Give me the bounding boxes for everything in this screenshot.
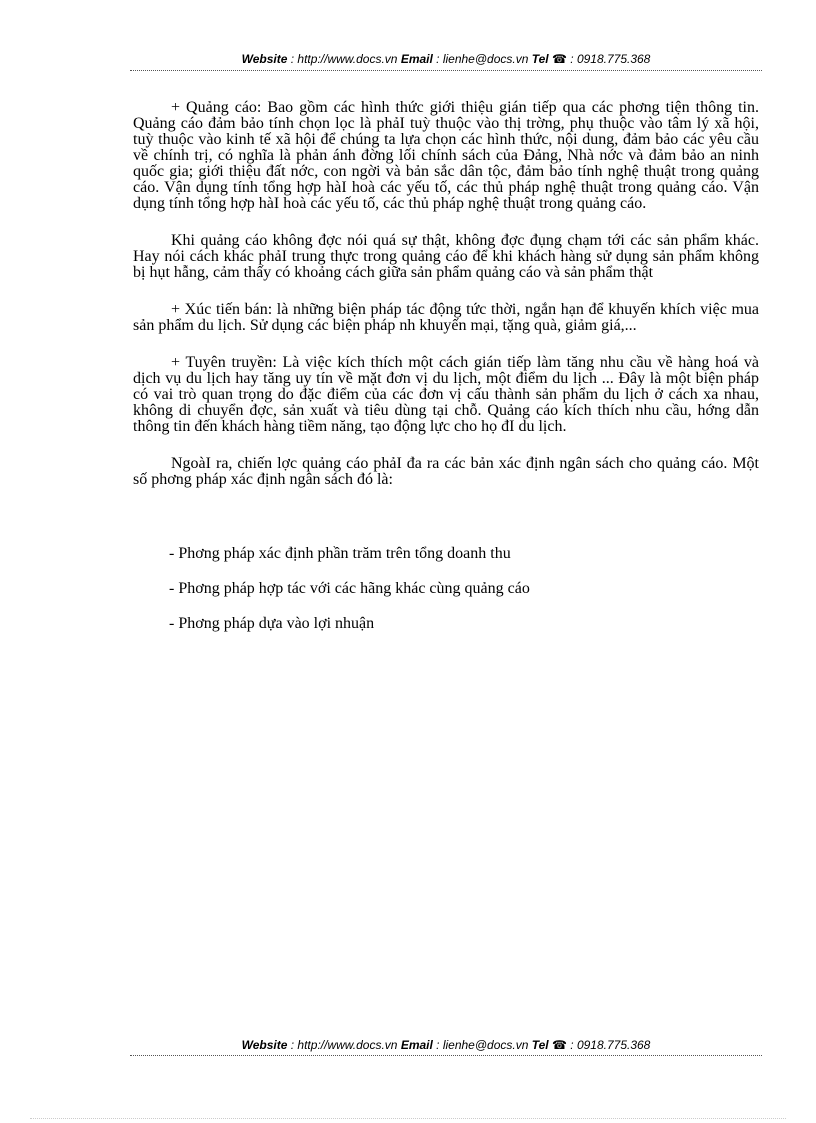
page-header: [130, 52, 762, 66]
tel-label: Tel: [531, 1038, 549, 1052]
paragraph-ngoai-ra: NgoàI ra, chiến lợc quảng cáo phảI đa ra các bản xác định ngân sách cho quảng cáo. Một số phơng pháp xác định ngân sách đó là:: [133, 455, 759, 488]
footer-divider: [130, 1055, 762, 1056]
website-url[interactable]: : http://www.docs.vn: [287, 1038, 401, 1052]
paragraph-xuc-tien-ban: + Xúc tiến bán: là những biện pháp tác động tức thời, ngắn hạn để khuyến khích việc mua sản phẩm du lịch. Sử dụng các biện pháp nh khuyến mại, tặng quà, giảm giá,...: [133, 301, 759, 334]
paragraph-quang-cao: + Quảng cáo: Bao gồm các hình thức giới thiệu gián tiếp qua các phơng tiện thông tin. Quảng cáo đảm bảo tính chọn lọc là phảI tuỳ thuộc vào thị trờng, phụ thuộc vào tâm lý xã hội, tuỳ thuộc vào kinh tế xã hội để chúng ta lựa chọn các hình thức, nội dung, đảm bảo các yêu cầu về chính trị, có nghĩa là phản ánh đờng lối chính sách của Đảng, Nhà nớc và đảm bảo an ninh quốc gia; giới thiệu đất nớc, con ngời và bản sắc dân tộc, đảm bảo tính nghệ thuật trong quảng cáo. Vận dụng tính tổng hợp hàI hoà các yếu tố, các thủ pháp nghệ thuật trong quảng cáo. Vận dụng tính tổng hợp hàI hoà các yếu tố, các thủ pháp nghệ thuật trong quảng cáo.: [133, 99, 759, 212]
website-label: Website: [241, 1038, 288, 1052]
page-footer: [130, 1038, 762, 1052]
list-item: - Phơng pháp dựa vào lợi nhuận: [169, 615, 375, 632]
tel-label: Tel: [531, 52, 549, 66]
website-label: Website: [241, 52, 288, 66]
list-item: - Phơng pháp hợp tác với các hãng khác cùng quảng cáo: [169, 580, 530, 597]
paragraph-tuyen-truyen: + Tuyên truyền: Là việc kích thích một cách gián tiếp làm tăng nhu cầu về hàng hoá và dịch vụ du lịch hay tăng uy tín về mặt đơn vị du lịch, một điểm du lịch ... Đây là một biện pháp có vai trò quan trọng do đặc điểm của các đơn vị cấu thành sản phẩm du lịch ở cách xa nhau, không di chuyển đợc, sản xuất và tiêu dùng tại chỗ. Quảng cáo kích thích nhu cầu, hớng dẫn thông tin đến khách hàng tiềm năng, tạo động lực cho họ đI du lịch.: [133, 354, 759, 435]
list-item: - Phơng pháp xác định phần trăm trên tổng doanh thu: [169, 545, 511, 562]
tel-number: : 0918.775.368: [566, 1038, 651, 1052]
header-divider: [130, 70, 762, 71]
email-label: Email: [400, 52, 433, 66]
email-label: Email: [400, 1038, 433, 1052]
page-edge-divider: [30, 1118, 786, 1119]
method-list: [133, 546, 759, 632]
paragraph-khi-quang-cao: Khi quảng cáo không đợc nói quá sự thật, không đợc đụng chạm tới các sản phẩm khác. Hay nói cách khác phảI trung thực trong quảng cáo để khi khách hàng sử dụng sản phẩm không bị hụt hẫng, cảm thấy có khoảng cách giữa sản phẩm quảng cáo và sản phẩm thật: [133, 232, 759, 281]
email-address[interactable]: : lienhe@docs.vn: [432, 1038, 532, 1052]
phone-icon: ☎: [551, 52, 567, 66]
document-body: [133, 100, 759, 651]
tel-number: : 0918.775.368: [566, 52, 651, 66]
phone-icon: ☎: [551, 1038, 567, 1052]
website-url[interactable]: : http://www.docs.vn: [287, 52, 401, 66]
email-address[interactable]: : lienhe@docs.vn: [432, 52, 532, 66]
